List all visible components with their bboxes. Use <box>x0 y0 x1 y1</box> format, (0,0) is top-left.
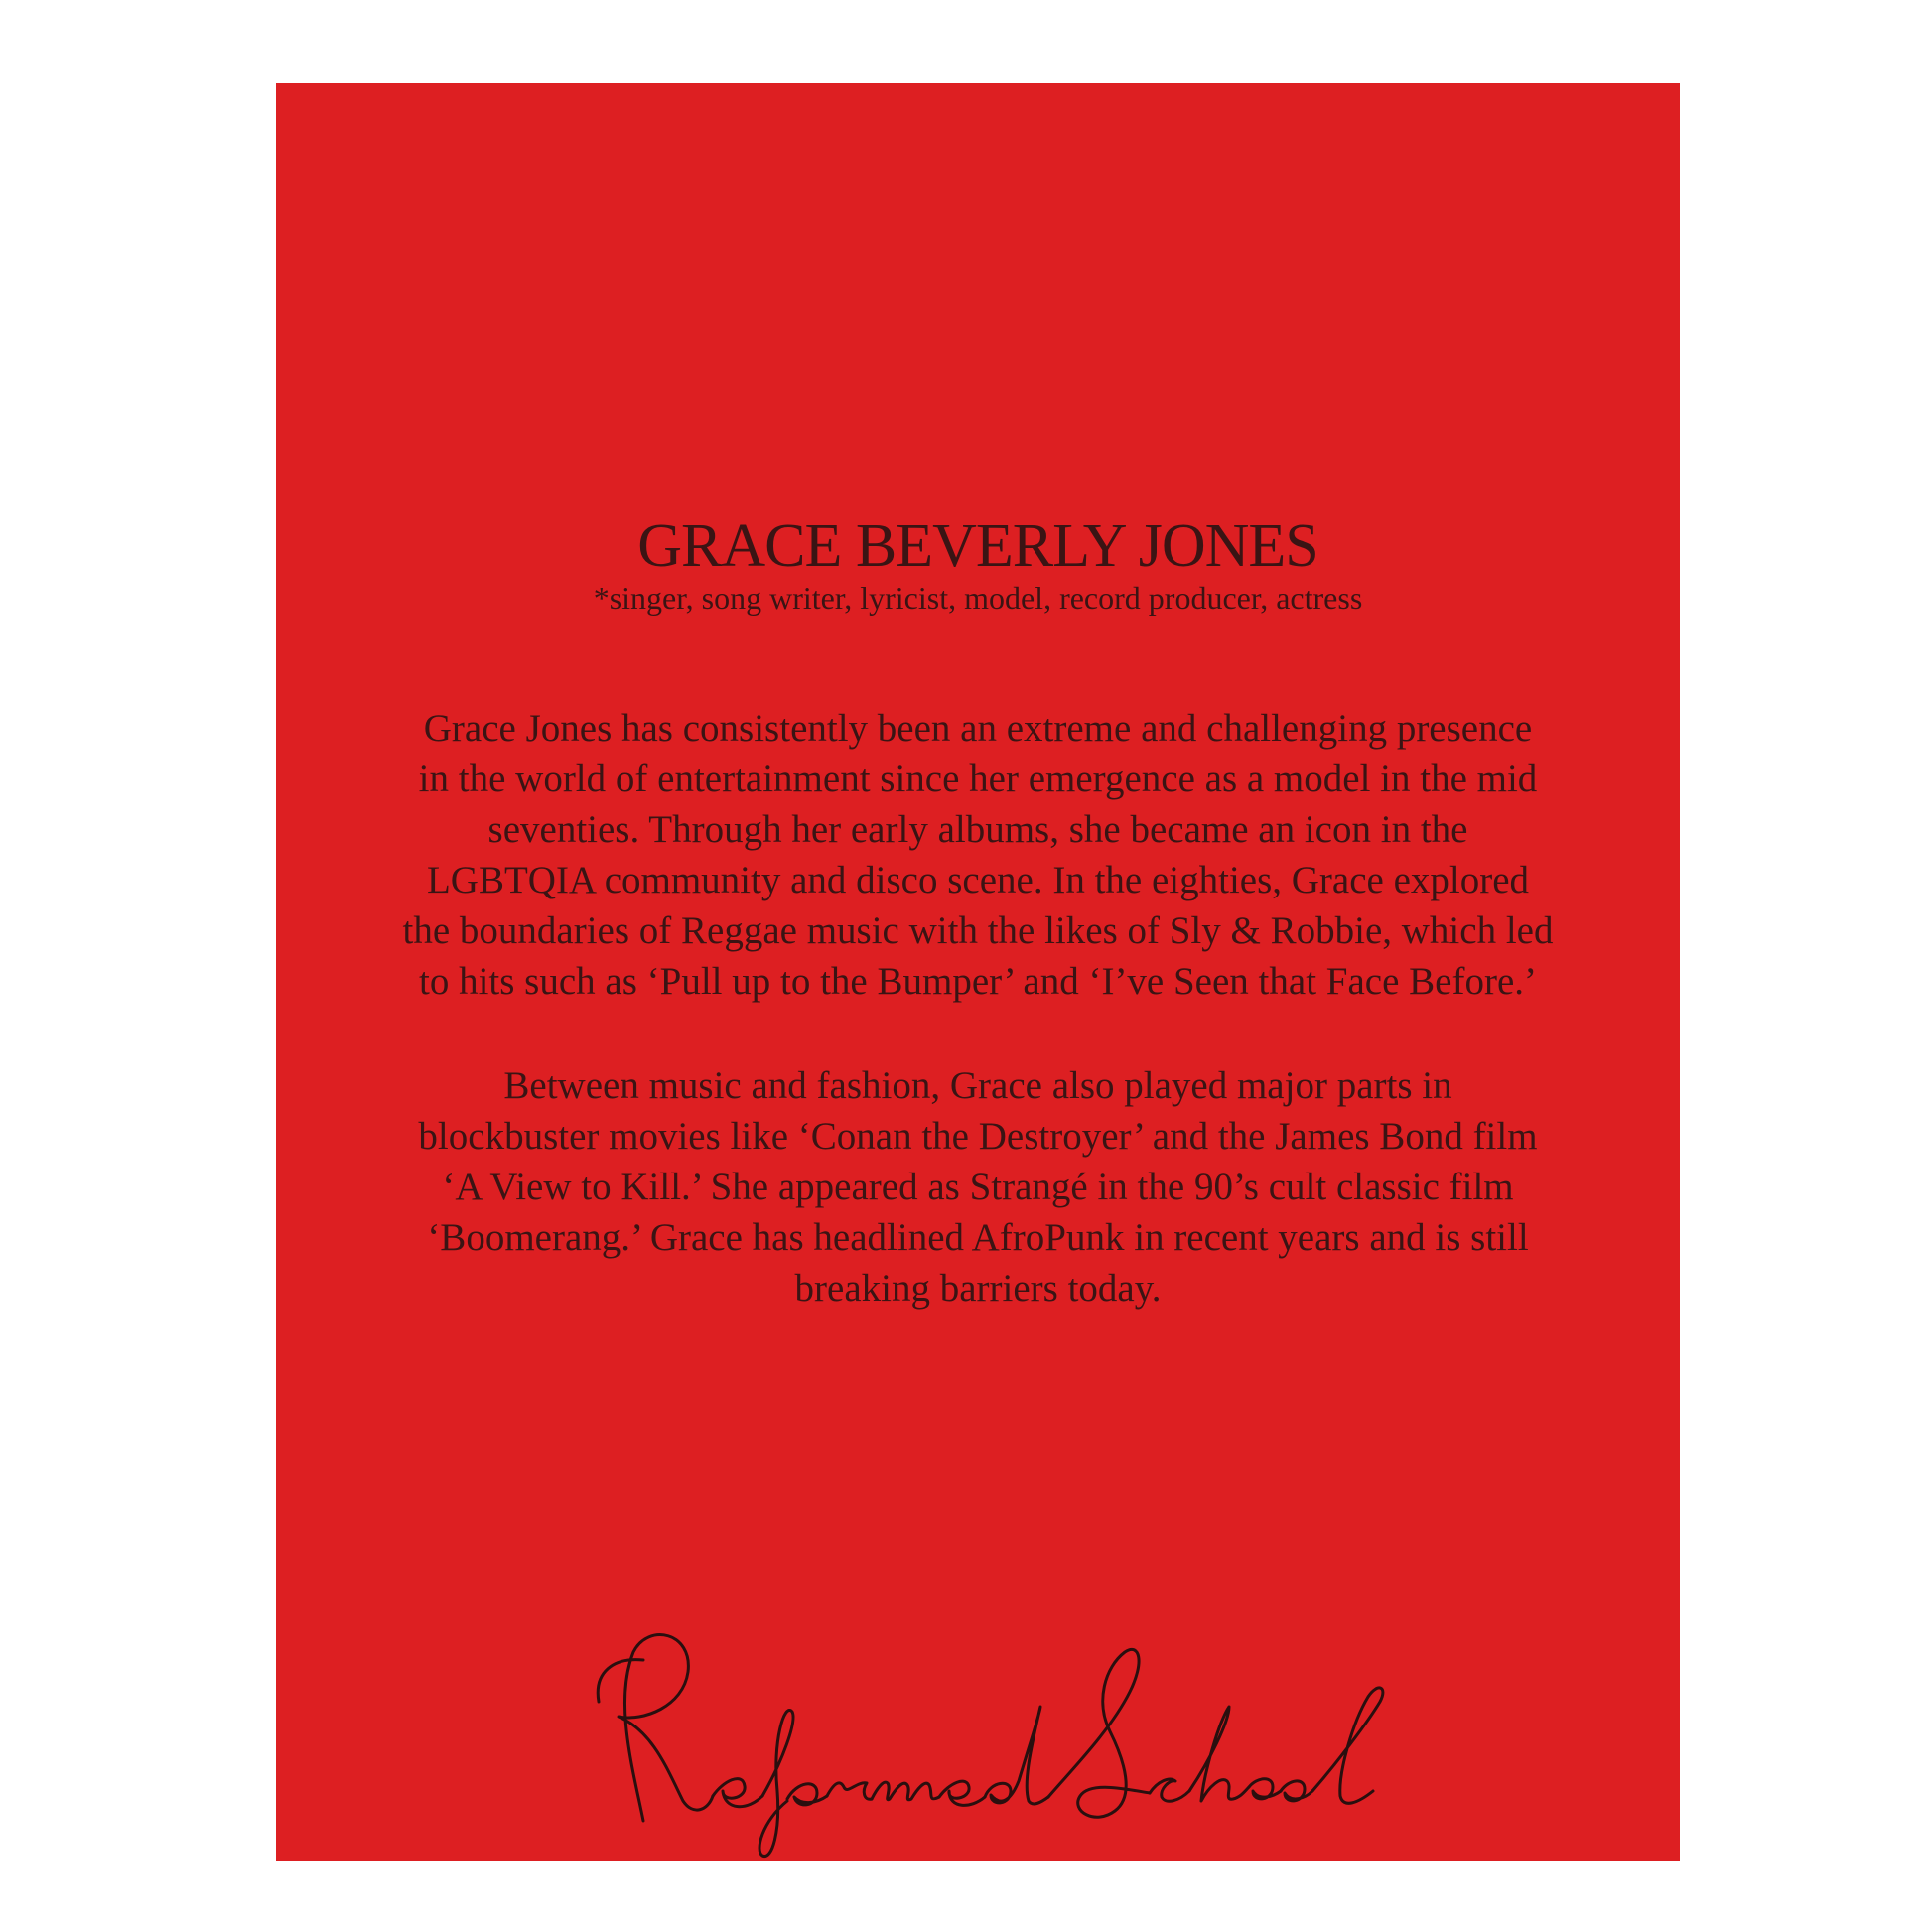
signature-stroke <box>1048 1649 1150 1817</box>
signature-stroke <box>787 1784 827 1805</box>
signature-stroke <box>939 1781 985 1805</box>
paragraph-line: to hits such as ‘Pull up to the Bumper’ and ‘I’ve Seen that Face Before.’ <box>418 960 1537 1003</box>
paragraph-line: ‘Boomerang.’ Grace has headlined AfroPunk in recent years and is still <box>427 1216 1529 1259</box>
paragraph-line: Grace Jones has consistently been an extreme and challenging presence <box>423 707 1533 750</box>
paragraph-line: blockbuster movies like ‘Conan the Destroyer’ and the James Bond film <box>418 1115 1538 1158</box>
paragraph-line: the boundaries of Reggae music with the likes of Sly & Robbie, which led <box>402 909 1554 952</box>
paragraph-line: ‘A View to Kill.’ She appeared as Strangé in the 90’s cult classic film <box>442 1166 1514 1208</box>
paragraph-2 <box>316 1060 1640 1313</box>
red-card <box>276 83 1680 1861</box>
signature-stroke <box>1281 1781 1312 1801</box>
signature-stroke <box>1249 1779 1281 1799</box>
subtitle: *singer, song writer, lyricist, model, record producer, actress <box>593 580 1363 616</box>
paragraph-1 <box>316 703 1640 1007</box>
signature-stroke <box>598 1660 643 1702</box>
signature-stroke <box>619 1635 713 1821</box>
signature-stroke <box>1150 1779 1189 1801</box>
paragraph-line: in the world of entertainment since her emergence as a model in the mid <box>418 758 1538 800</box>
page-title: GRACE BEVERLY JONES <box>637 512 1318 580</box>
signature-stroke <box>827 1783 872 1799</box>
signature-stroke <box>759 1710 793 1856</box>
paragraph-line: Between music and fashion, Grace also played major parts in <box>503 1064 1452 1107</box>
signature-stroke <box>985 1707 1048 1804</box>
signature-stroke <box>1189 1707 1249 1801</box>
signature-logo <box>574 1612 1428 1870</box>
signature-stroke <box>713 1779 762 1807</box>
signature-stroke <box>872 1782 939 1800</box>
paragraph-line: LGBTQIA community and disco scene. In the eighties, Grace explored <box>426 859 1530 901</box>
paragraph-line: seventies. Through her early albums, she became an icon in the <box>487 808 1468 851</box>
paragraph-line: breaking barriers today. <box>794 1267 1162 1310</box>
signature-stroke <box>1312 1688 1383 1803</box>
